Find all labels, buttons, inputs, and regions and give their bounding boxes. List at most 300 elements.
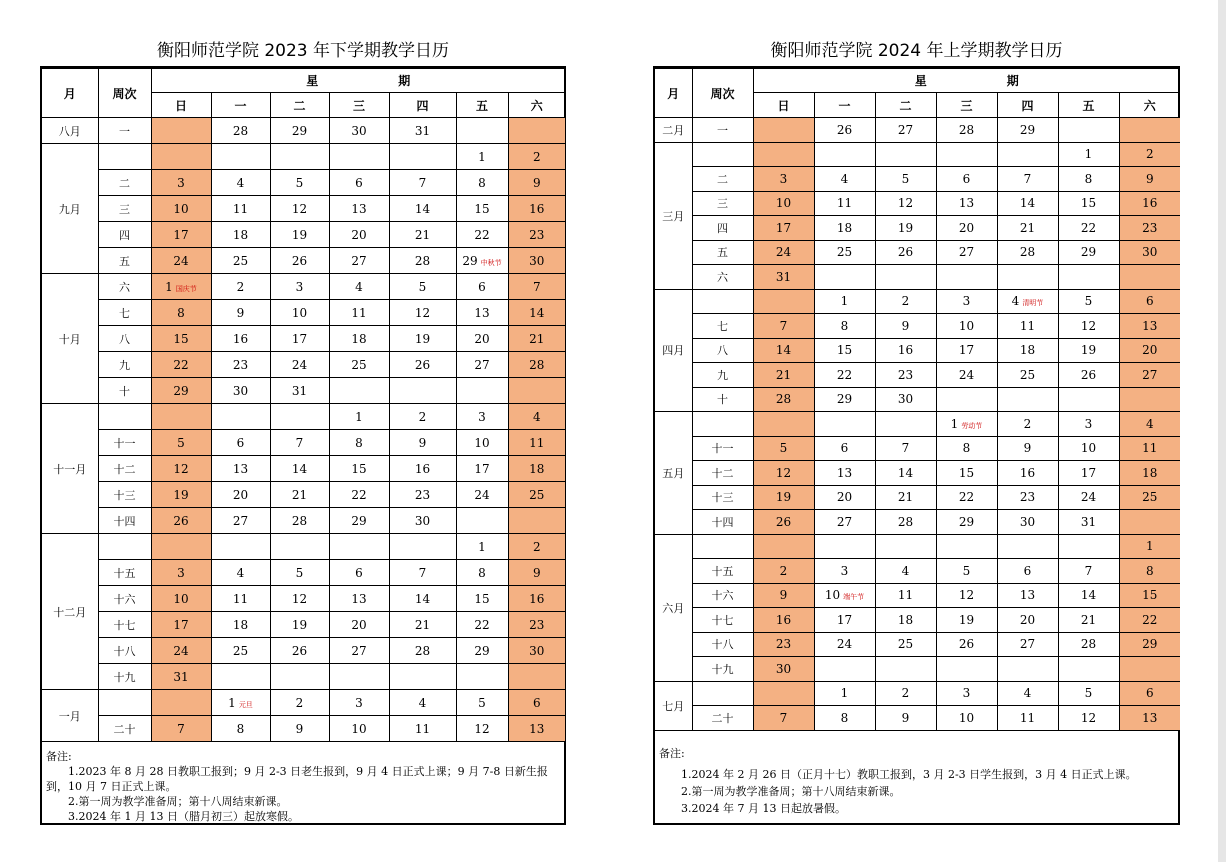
week-row: [42, 612, 565, 638]
week-number: 三: [692, 191, 753, 216]
day-cell: [211, 118, 270, 144]
week-row: [655, 461, 1180, 486]
day-number: 6: [840, 441, 849, 456]
day-number: 23: [232, 357, 249, 372]
day-cell: [389, 534, 456, 560]
day-cell: [1119, 191, 1180, 216]
day-cell: [997, 436, 1058, 461]
month-header: 月: [42, 69, 98, 118]
week-number: 二: [692, 167, 753, 192]
day-cell: [753, 118, 814, 143]
day-number: 24: [173, 643, 189, 658]
weekday-header: 日: [753, 93, 814, 118]
day-cell: [753, 534, 814, 559]
day-number: 29: [474, 643, 490, 658]
day-cell: [753, 706, 814, 731]
day-number: 5: [779, 441, 788, 456]
day-number: 10: [958, 710, 975, 725]
day-cell: [389, 508, 456, 534]
day-cell: [389, 118, 456, 144]
day-cell: [814, 338, 875, 363]
day-cell: [1119, 363, 1180, 388]
day-cell: [211, 170, 270, 196]
day-number: 25: [897, 637, 914, 652]
day-cell: [814, 118, 875, 143]
week-row: [655, 436, 1180, 461]
week-number: [98, 144, 151, 170]
week-number: 一: [692, 118, 753, 143]
day-number: 6: [355, 565, 363, 580]
day-number: 18: [897, 612, 914, 627]
week-number: 十三: [692, 485, 753, 510]
day-cell: [814, 657, 875, 682]
month-label: 七月: [655, 681, 692, 730]
day-cell: [389, 300, 456, 326]
day-number: 25: [836, 245, 853, 260]
day-number: 10: [474, 435, 490, 450]
day-cell: [997, 191, 1058, 216]
day-number: 20: [351, 617, 367, 632]
note-item: 1.2024 年 2 月 26 日（正月十七）教职工报到，3 月 2-3 日学生报到，3 月 4 日正式上课。: [681, 768, 1137, 781]
day-cell: [329, 170, 389, 196]
day-cell: [389, 404, 456, 430]
day-number: 19: [173, 487, 189, 502]
day-number: 3: [779, 171, 788, 186]
day-number: 22: [173, 357, 189, 372]
week-row: [655, 657, 1180, 682]
day-number: 26: [958, 637, 975, 652]
week-row: [655, 118, 1180, 143]
day-cell: [1058, 534, 1119, 559]
day-number: 2: [779, 563, 788, 578]
day-number: 23: [1142, 220, 1158, 235]
day-cell: [814, 510, 875, 535]
day-cell: [753, 265, 814, 290]
day-number: 10: [173, 591, 189, 606]
day-cell: [508, 352, 565, 378]
day-cell: [151, 300, 211, 326]
weekday-header: 五: [1058, 93, 1119, 118]
day-number: 7: [295, 435, 304, 450]
day-cell: [508, 248, 565, 274]
day-number: 28: [414, 253, 431, 268]
day-number: 12: [897, 196, 914, 211]
day-cell: [875, 436, 936, 461]
day-cell: [1119, 510, 1180, 535]
day-cell: [814, 216, 875, 241]
day-cell: [936, 216, 997, 241]
day-number: 13: [1019, 588, 1036, 603]
day-number: 28: [1080, 637, 1097, 652]
day-cell: [270, 690, 329, 716]
day-cell: [875, 559, 936, 584]
week-row: [655, 412, 1180, 437]
day-number: 2: [901, 294, 910, 309]
day-cell: [211, 534, 270, 560]
week-number-header: 周次: [692, 69, 753, 118]
day-number: 13: [1142, 318, 1158, 333]
day-cell: [1058, 412, 1119, 437]
day-cell: [814, 412, 875, 437]
day-cell: [814, 632, 875, 657]
day-cell: [151, 508, 211, 534]
week-row: [42, 430, 565, 456]
day-cell: [329, 716, 389, 742]
note-item: 2.第一周为教学准备周；第十八周结束新课。: [68, 795, 288, 808]
day-cell: [936, 608, 997, 633]
week-row: [655, 681, 1180, 706]
day-number: 5: [901, 171, 910, 186]
day-cell: [875, 632, 936, 657]
day-cell: [814, 461, 875, 486]
day-number: 4: [418, 695, 427, 710]
day-cell: [329, 352, 389, 378]
day-cell: [1119, 240, 1180, 265]
day-cell: [508, 404, 565, 430]
day-cell: [456, 482, 508, 508]
day-number: 11: [836, 196, 853, 211]
day-cell: [936, 314, 997, 339]
day-cell: [211, 144, 270, 170]
day-cell: [753, 314, 814, 339]
day-number: 12: [291, 201, 308, 216]
notes-label: 备注:: [659, 747, 685, 760]
day-cell: [389, 456, 456, 482]
day-cell: [997, 142, 1058, 167]
month-label: 十一月: [42, 404, 98, 534]
day-cell: [211, 404, 270, 430]
day-cell: [814, 436, 875, 461]
week-row: [42, 326, 565, 352]
week-number: 十七: [692, 608, 753, 633]
day-cell: [875, 216, 936, 241]
week-number: 八: [692, 338, 753, 363]
day-number: 24: [474, 487, 490, 502]
day-cell: [997, 681, 1058, 706]
day-number: 6: [1145, 294, 1154, 309]
holiday-label: 端午节: [843, 593, 865, 602]
notes-section: [46, 749, 559, 824]
day-number: 31: [173, 669, 189, 684]
week-number: [692, 681, 753, 706]
day-cell: [508, 612, 565, 638]
day-cell: [151, 690, 211, 716]
day-number: 20: [351, 227, 367, 242]
day-cell: [151, 248, 211, 274]
week-number: 十六: [98, 586, 151, 612]
weekday-header: 四: [389, 93, 456, 118]
weekday-header: 四: [997, 93, 1058, 118]
weekday-header: 一: [814, 93, 875, 118]
day-cell: [508, 664, 565, 690]
week-row: [42, 118, 565, 144]
day-cell: [1119, 485, 1180, 510]
day-number: 23: [529, 227, 545, 242]
day-cell: [211, 456, 270, 482]
week-number: [692, 412, 753, 437]
day-number: 30: [232, 383, 249, 398]
day-number: 28: [414, 643, 431, 658]
day-cell: [508, 300, 565, 326]
day-cell: [151, 170, 211, 196]
weekday-group-label-qi: 期: [398, 74, 411, 88]
day-number: 11: [1019, 318, 1036, 333]
day-cell: [270, 326, 329, 352]
day-number: 13: [351, 201, 367, 216]
month-label: 二月: [655, 118, 692, 143]
day-number: 14: [775, 343, 792, 358]
day-cell: [753, 167, 814, 192]
day-cell: [875, 338, 936, 363]
day-cell: [875, 363, 936, 388]
day-number: 7: [177, 721, 185, 736]
day-number: 2: [418, 409, 427, 424]
day-number: 22: [474, 227, 490, 242]
week-row: [42, 404, 565, 430]
day-number: 14: [414, 201, 431, 216]
day-number: 15: [1080, 196, 1097, 211]
day-number: 2: [295, 695, 304, 710]
day-cell: [211, 378, 270, 404]
day-number: 19: [291, 227, 308, 242]
day-number: 3: [177, 565, 185, 580]
day-number: 25: [1019, 367, 1036, 382]
week-row: [655, 387, 1180, 412]
week-number: 八: [98, 326, 151, 352]
day-cell: [997, 632, 1058, 657]
week-number: 十九: [692, 657, 753, 682]
day-cell: [211, 300, 270, 326]
day-cell: [997, 412, 1058, 437]
day-cell: [508, 690, 565, 716]
day-number: 4: [901, 563, 910, 578]
day-number: 25: [232, 643, 249, 658]
day-cell: [997, 387, 1058, 412]
day-cell: [329, 508, 389, 534]
day-cell: [875, 461, 936, 486]
day-cell: [936, 338, 997, 363]
day-cell: [151, 612, 211, 638]
day-number: 17: [836, 612, 853, 627]
week-number: 十三: [98, 482, 151, 508]
day-cell: [151, 144, 211, 170]
day-cell: [456, 170, 508, 196]
day-number: 24: [173, 253, 189, 268]
day-number: 15: [474, 201, 490, 216]
month-label: 六月: [655, 534, 692, 681]
day-cell: [270, 222, 329, 248]
day-cell: [997, 216, 1058, 241]
day-cell: [329, 534, 389, 560]
week-row: [42, 508, 565, 534]
week-row: [655, 240, 1180, 265]
day-number: 9: [901, 710, 910, 725]
day-number: 19: [775, 490, 792, 505]
day-number: 16: [1142, 196, 1158, 211]
day-cell: [508, 482, 565, 508]
day-cell: [875, 167, 936, 192]
month-label: 八月: [42, 118, 98, 144]
day-cell: [936, 485, 997, 510]
day-number: 5: [295, 565, 304, 580]
day-cell: [270, 352, 329, 378]
day-number: 23: [414, 487, 431, 502]
day-cell: [389, 638, 456, 664]
day-number: 2: [1145, 147, 1154, 162]
week-number: 五: [692, 240, 753, 265]
day-cell: [270, 612, 329, 638]
day-number: 27: [1019, 637, 1036, 652]
day-cell: [270, 534, 329, 560]
day-number: 15: [958, 465, 975, 480]
day-number: 21: [775, 367, 792, 382]
day-cell: [389, 612, 456, 638]
day-number: 3: [962, 686, 971, 701]
day-number: 1: [950, 416, 959, 431]
day-cell: [997, 583, 1058, 608]
day-number: 28: [1019, 245, 1036, 260]
day-number: 16: [897, 343, 914, 358]
day-number: 31: [775, 269, 792, 284]
day-cell: [1119, 289, 1180, 314]
day-cell: [936, 583, 997, 608]
day-cell: [270, 482, 329, 508]
day-cell: [151, 586, 211, 612]
week-number: 十一: [98, 430, 151, 456]
day-number: 3: [962, 294, 971, 309]
week-row: [42, 664, 565, 690]
week-number: [692, 534, 753, 559]
day-number: 7: [901, 441, 910, 456]
day-number: 26: [1080, 367, 1097, 382]
day-number: 10: [775, 196, 792, 211]
day-number: 5: [478, 695, 486, 710]
weekday-header: 五: [456, 93, 508, 118]
day-number: 1: [165, 279, 173, 294]
week-row: [42, 352, 565, 378]
day-cell: [211, 222, 270, 248]
day-cell: [329, 690, 389, 716]
day-number: 18: [1142, 465, 1158, 480]
day-cell: [456, 456, 508, 482]
notes-section: [659, 746, 1174, 816]
day-cell: [270, 430, 329, 456]
day-cell: [270, 456, 329, 482]
week-row: [42, 690, 565, 716]
day-cell: [329, 118, 389, 144]
day-number: 11: [529, 435, 545, 450]
holiday-label: 清明节: [1022, 299, 1044, 308]
day-cell: [211, 430, 270, 456]
day-number: 8: [1084, 171, 1093, 186]
day-number: 31: [414, 123, 431, 138]
day-number: 30: [414, 513, 431, 528]
week-number: [98, 690, 151, 716]
week-number: 十八: [692, 632, 753, 657]
week-number: 十: [692, 387, 753, 412]
week-number: 七: [98, 300, 151, 326]
day-number: 23: [775, 637, 792, 652]
day-number: 8: [236, 721, 245, 736]
panel-edge: [1218, 0, 1226, 862]
week-row: [42, 534, 565, 560]
day-cell: [389, 378, 456, 404]
day-cell: [456, 404, 508, 430]
day-cell: [508, 586, 565, 612]
day-number: 11: [232, 591, 249, 606]
day-cell: [875, 485, 936, 510]
day-cell: [151, 456, 211, 482]
day-number: 3: [177, 175, 185, 190]
day-cell: [936, 461, 997, 486]
day-cell: [875, 608, 936, 633]
day-number: 26: [291, 253, 308, 268]
day-cell: [753, 338, 814, 363]
week-row: [42, 248, 565, 274]
calendar-title: 衡阳师范学院 2024 年上学期教学日历: [770, 41, 1063, 61]
day-cell: [753, 289, 814, 314]
day-number: 7: [1084, 563, 1093, 578]
week-row: [655, 338, 1180, 363]
day-cell: [456, 638, 508, 664]
day-number: 8: [840, 710, 849, 725]
day-cell: [151, 326, 211, 352]
day-cell: [329, 586, 389, 612]
day-cell: [456, 352, 508, 378]
weekday-header: 日: [151, 93, 211, 118]
day-cell: [997, 510, 1058, 535]
day-cell: [875, 314, 936, 339]
day-cell: [329, 482, 389, 508]
week-number: [98, 404, 151, 430]
day-number: 13: [529, 721, 545, 736]
week-number: 六: [692, 265, 753, 290]
day-cell: [753, 657, 814, 682]
week-number: 十五: [692, 559, 753, 584]
day-number: 10: [291, 305, 308, 320]
day-cell: [456, 222, 508, 248]
calendar-table: [42, 68, 565, 742]
day-cell: [1058, 485, 1119, 510]
day-cell: [936, 681, 997, 706]
day-cell: [753, 142, 814, 167]
day-cell: [997, 118, 1058, 143]
month-label: 一月: [42, 690, 98, 742]
day-number: 2: [901, 686, 910, 701]
week-number: 三: [98, 196, 151, 222]
day-cell: [814, 167, 875, 192]
week-number: 十六: [692, 583, 753, 608]
day-number: 8: [1145, 563, 1154, 578]
week-row: [42, 144, 565, 170]
day-cell: [814, 289, 875, 314]
day-number: 7: [779, 710, 788, 725]
day-cell: [997, 485, 1058, 510]
day-number: 13: [474, 305, 490, 320]
weekday-group-label-qi: 期: [1006, 74, 1019, 88]
day-cell: [151, 222, 211, 248]
day-cell: [389, 482, 456, 508]
week-number: 二十: [692, 706, 753, 731]
day-number: 1: [1145, 539, 1154, 554]
day-cell: [997, 289, 1058, 314]
day-cell: [753, 412, 814, 437]
day-number: 1: [478, 149, 486, 164]
day-number: 1: [840, 686, 849, 701]
day-number: 28: [958, 122, 975, 137]
day-number: 7: [532, 279, 541, 294]
week-row: [655, 191, 1180, 216]
